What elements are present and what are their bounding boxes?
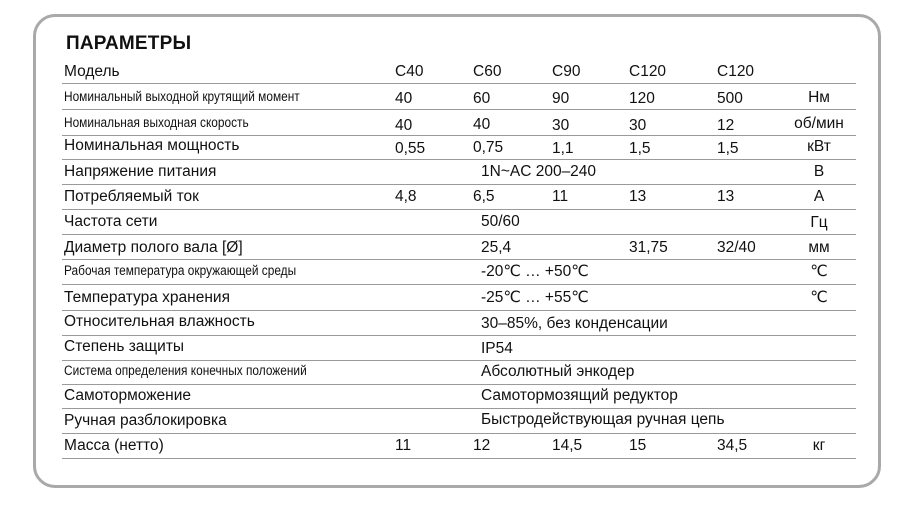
row-label: Относительная влажность [64,313,255,330]
value-c120: 1,5 [629,140,651,157]
model-label: Модель [64,63,120,80]
row-label: Потребляемый ток [64,188,199,205]
value-c90: 14,5 [552,437,583,454]
row-label: Степень защиты [64,338,185,355]
row-unit: ℃ [810,289,828,306]
value-c90: 90 [552,90,570,107]
panel-title: ПАРАМЕТРЫ [66,33,192,54]
row-unit: мм [808,239,830,256]
value-c120: 15 [629,437,647,454]
table-row-speed [62,110,856,136]
value-all-models: -25℃ … +55℃ [481,289,589,306]
row-label: Номинальная мощность [64,137,240,154]
model-c120-second: C120 [717,63,755,80]
value-c120-second: 32/40 [717,239,756,256]
value-c120: 31,75 [629,239,668,256]
value-c60: 0,75 [473,139,504,156]
row-unit: ℃ [810,263,828,280]
row-label: Напряжение питания [64,163,217,180]
table-row-limit-system [62,359,856,385]
value-all-models: Абсолютный энкодер [481,363,635,380]
row-label: Номинальный выходной крутящий момент [64,89,300,104]
row-unit: В [813,163,825,180]
value-c60: 40 [473,116,491,133]
table-row-current [62,184,856,210]
value-c40: 40 [395,90,413,107]
row-label: Номинальная выходная скорость [64,115,249,130]
table-row-shaft-diameter [62,234,856,260]
value-all-models: Быстродействующая ручная цепь [481,411,725,428]
row-label: Температура хранения [64,289,230,306]
value-c90: 1,1 [552,140,574,157]
row-label: Масса (нетто) [64,437,164,454]
value-all-models: Самотормозящий редуктор [481,387,678,404]
row-label: Диаметр полого вала [Ø] [64,239,243,256]
value-c60: 12 [473,437,491,454]
table-row-frequency [62,209,856,235]
row-unit: кг [812,437,826,454]
value-c60: 60 [473,90,491,107]
value-c40: 40 [395,117,413,134]
row-unit: кВт [807,138,831,155]
table-row-protection [62,335,856,361]
table-row-humidity [62,310,856,336]
value-c90: 30 [552,117,570,134]
table-row-operating-temp [62,259,856,285]
value-all-models: 50/60 [481,213,520,230]
value-c60: 6,5 [473,188,495,205]
row-unit: Гц [810,214,828,231]
model-c90: C90 [552,63,581,80]
value-c120: 13 [629,188,647,205]
row-label: Самоторможение [64,387,192,404]
model-c60: C60 [473,63,502,80]
table-row-torque [62,84,856,110]
table-row-weight [62,433,856,459]
value-all-models: IP54 [481,340,513,357]
value-c120: 30 [629,117,647,134]
row-label: Рабочая температура окружающей среды [64,263,297,278]
table-row-self-braking [62,383,856,409]
value-c40: 0,55 [395,140,426,157]
table-row-storage-temp [62,285,856,311]
table-row-voltage [62,159,856,185]
model-c120: C120 [629,63,667,80]
value-c40: 4,8 [395,188,417,205]
value-all-models: 30–85%, без конденсации [481,315,668,332]
value-c120-second: 34,5 [717,437,748,454]
table-row-power [62,134,856,160]
row-label: Система определения конечных положений [64,363,307,378]
value-c60-c90: 25,4 [481,239,512,256]
value-c40: 11 [395,437,412,454]
value-c120-second: 13 [717,188,735,205]
row-unit: Нм [808,89,830,106]
table-row-manual-release [62,408,856,434]
row-label: Частота сети [64,213,158,230]
row-unit: об/мин [794,115,844,132]
value-all-models: 1N~AC 200–240 [481,163,597,180]
row-unit: А [813,188,825,205]
value-all-models: -20℃ … +50℃ [481,263,589,280]
value-c120: 120 [629,90,655,107]
value-c120-second: 1,5 [717,140,739,157]
value-c120-second: 500 [717,90,743,107]
model-c40: C40 [395,63,424,80]
value-c120-second: 12 [717,117,735,134]
row-label: Ручная разблокировка [64,412,227,429]
value-c90: 11 [552,188,569,205]
header-row [62,58,856,84]
